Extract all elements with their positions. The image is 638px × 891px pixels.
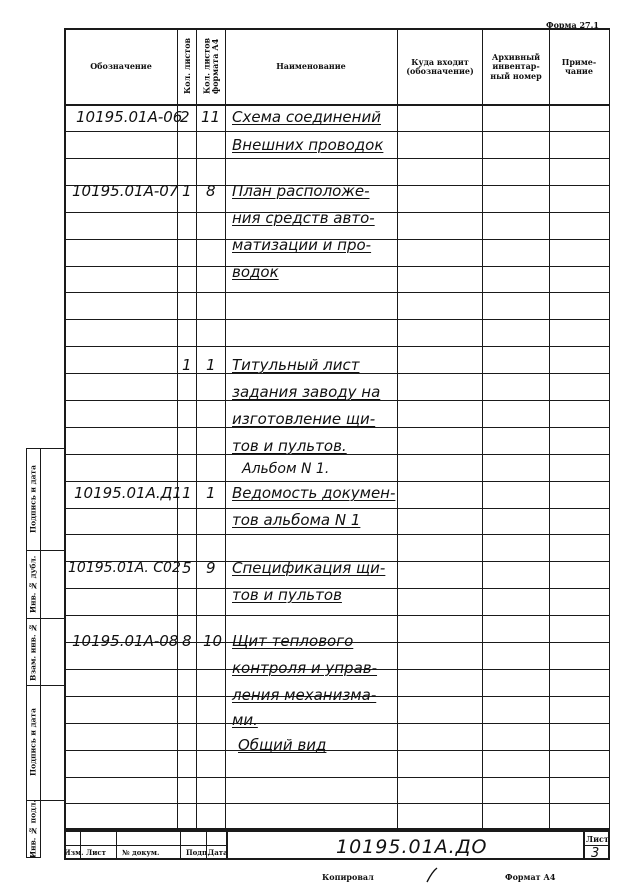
entry-sheets: 5 — [182, 559, 192, 577]
entry-designation: 10195.01А-06 — [76, 108, 183, 126]
title-col-date: Дата — [208, 848, 228, 857]
row-line — [64, 292, 610, 293]
row-line — [64, 803, 610, 804]
title-col-doc: № докум. — [122, 848, 160, 857]
side-label-inv-dup: Инв. № дубл. — [28, 555, 38, 613]
entry-name-line: Щит теплового — [232, 632, 354, 650]
form-label: Форма 27.1 — [546, 20, 599, 30]
row-line — [64, 158, 610, 159]
entry-sheets-a4: 10 — [203, 632, 223, 650]
side-label-sign-date: Подпись и дата — [28, 465, 38, 533]
row-line — [64, 131, 610, 132]
entry-name-line: тов альбома N 1 — [232, 511, 361, 529]
entry-sheets: 1 — [182, 356, 192, 374]
entry-designation: 10195.01А. С02 — [68, 560, 181, 576]
row-line — [64, 319, 610, 320]
title-col-izm: Изм. — [64, 848, 84, 857]
entry-sheets-a4: 9 — [206, 559, 216, 577]
row-line — [64, 615, 610, 616]
row-line — [64, 750, 610, 751]
title-sheet-label: Лист — [586, 834, 609, 844]
entry-name-line: ми. — [232, 711, 258, 729]
entry-name-line: изготовление щи- — [232, 410, 376, 428]
signature-mark — [424, 866, 440, 884]
header-sheet-count: Кол. листов — [181, 37, 192, 95]
entry-sheets: 8 — [182, 632, 192, 650]
entry-sheets: 1 — [182, 182, 192, 200]
entry-name-line: контроля и управ- — [232, 659, 378, 677]
row-line — [64, 266, 610, 267]
entry-name-line: Общий вид — [238, 736, 327, 754]
entry-name-line: Спецификация щи- — [232, 559, 386, 577]
entry-name-line: Титульный лист — [232, 356, 360, 374]
footer-copied: Копировал — [322, 872, 374, 882]
entry-sheets: 2 — [180, 108, 190, 126]
entry-designation: 10195.01А-08 — [72, 632, 179, 650]
entry-name-line: ления механизма- — [232, 686, 377, 704]
header-where-used: Куда входит (обозначение) — [406, 56, 474, 76]
entry-name-line: Внешних проводок — [232, 136, 384, 154]
header-note: Приме-чание — [561, 56, 597, 76]
title-col-list: Лист — [86, 848, 106, 857]
title-sheet-number: 3 — [591, 846, 600, 861]
side-label-sign-date: Подпись и дата — [28, 708, 38, 777]
row-line — [64, 534, 610, 535]
row-line — [64, 481, 610, 482]
entry-sheets: 1 — [182, 484, 192, 502]
entry-sheets-a4: 11 — [201, 108, 221, 126]
footer-format: Формат А4 — [505, 872, 556, 882]
header-archive-number: Архивный инвентар-ный номер — [490, 52, 542, 81]
header-sheet-count-a4: Кол. листов формата А4 — [201, 37, 220, 95]
entry-designation: 10195.01А.Д1 — [74, 484, 182, 502]
side-label-inv-orig: Инв. № подл. — [28, 799, 38, 858]
header-designation: Обозначение — [90, 61, 152, 72]
title-col-sign: Подп. — [186, 848, 210, 857]
row-line — [64, 508, 610, 509]
entry-designation: 10195.01А-07 — [72, 182, 179, 200]
side-label-replace-inv: Взам. инв. № — [28, 622, 38, 681]
entry-name-line: тов и пультов. — [232, 437, 347, 455]
entry-sheets-a4: 1 — [206, 356, 216, 374]
entry-name-line: ния средств авто- — [232, 209, 375, 227]
entry-name-line: Альбом N 1. — [242, 461, 330, 477]
entry-name-line: матизации и про- — [232, 236, 372, 254]
document-code: 10195.01А.ДО — [336, 836, 488, 858]
entry-name-line: тов и пультов — [232, 586, 342, 604]
entry-name-line: Ведомость докумен- — [232, 484, 396, 502]
row-line — [64, 346, 610, 347]
header-name: Наименование — [276, 61, 346, 72]
row-line — [64, 723, 610, 724]
entry-name-line: План расположе- — [232, 182, 370, 200]
row-line — [64, 777, 610, 778]
entry-sheets-a4: 1 — [206, 484, 216, 502]
entry-name-line: задания заводу на — [232, 383, 381, 401]
entry-sheets-a4: 8 — [206, 182, 216, 200]
entry-name-line: Схема соединений — [232, 108, 381, 126]
entry-name-line: водок — [232, 263, 279, 281]
